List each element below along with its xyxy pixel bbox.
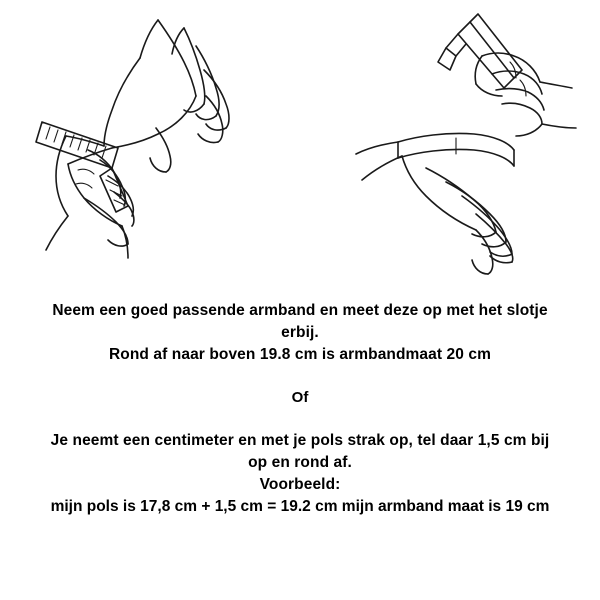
example-label: Voorbeeld: <box>259 476 341 493</box>
instruction-line-3: Rond af naar boven 19.8 cm is armbandmaat 20 cm <box>108 346 491 363</box>
illustration-row <box>0 0 600 290</box>
instruction-line-5: op en rond af. <box>248 454 352 471</box>
hand-with-measuring-tape-illustration <box>8 0 294 290</box>
hand-marking-bracelet-with-pen-illustration <box>306 0 592 290</box>
spacer-2 <box>0 408 600 430</box>
spacer-1 <box>0 366 600 388</box>
instruction-line-1: Neem een goed passende armband en meet deze op met het slotje <box>52 302 548 319</box>
instruction-text-block <box>0 300 600 518</box>
instruction-line-2: erbij. <box>281 324 319 341</box>
instruction-line-4: Je neemt een centimeter en met je pols strak op, tel daar 1,5 cm bij <box>50 432 550 449</box>
separator-of: Of <box>291 389 309 406</box>
example-calculation: mijn pols is 17,8 cm + 1,5 cm = 19.2 cm mijn armband maat is 19 cm <box>50 498 550 515</box>
